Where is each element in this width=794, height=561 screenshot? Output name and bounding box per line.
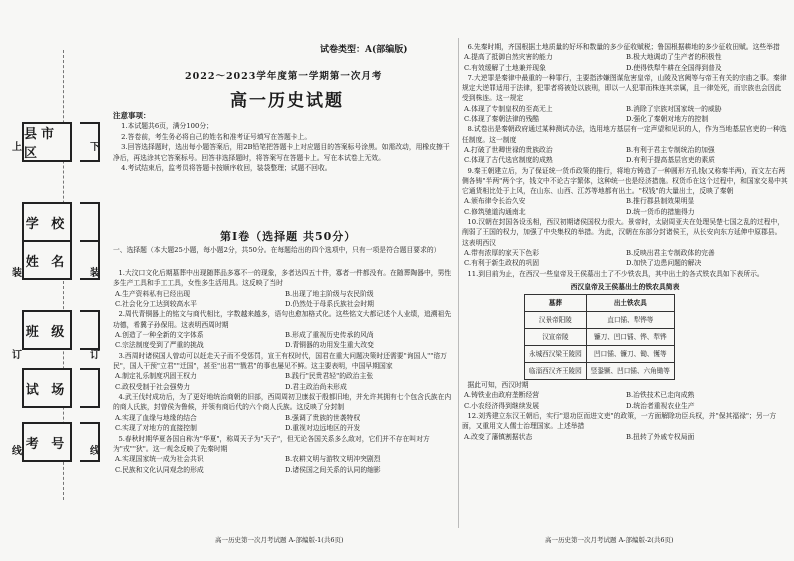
question-stem: 9.秦王朝建立后，为了保证统一货币政策的推行，将地方铸造了一种圆形方孔钱(又称秦半两)，而文左右两侧各铸"半两"两个字，钱文中不论古字繁体，这种统一也是经济措施。权货币在这个过程中，和国家交易中其它通货相比处于上风，在山东、山西、江苏等地都有出土。"权钱"的大量出土，反映了秦朝 [462,166,788,196]
footer-right: 高一历史第一次月考试题 A-部编版-2(共6页) [545,536,674,544]
edge-char: 线 [12,446,22,457]
answer-option: A.带有浓厚的家天下色彩 [464,248,540,257]
table-title: 西汉皇帝及王侯墓出土的铁农具简表 [570,282,680,291]
answer-option: D.有利于提高基层官吏的素质 [626,156,715,165]
answer-option: D.统一货币的措施得力 [626,207,695,216]
question-stem: 8.试卷出是秦朝政府通过某种测试办法，选用地方基层有一定声望和见识的人，作为当地基层官吏的一种选任制度。这一制度 [462,125,787,144]
option-row [462,196,788,206]
answer-option: A.实现了血缘与地缘的结合 [115,413,197,422]
answer-option: B.践行"民贵君轻"的政治主张 [285,372,374,381]
table-cell: 直口锸、犁铧等 [586,312,674,329]
option-row [462,258,788,268]
footer-left: 高一历史第一次月考试题 A-部编版-1(共6页) [215,536,344,544]
notes-list [113,121,455,174]
table-row [525,363,675,380]
note-item: 1.本试题共6页，满分100分； [121,122,213,130]
answer-option: B.农耕文明与游牧文明冲突剧烈 [285,455,381,464]
volume-heading: 第Ⅰ卷（选择题 共50分） [220,230,357,243]
note-item: 3.回答选择题时，选出每小题答案后，用2B铅笔把答题卡上对应题目的答案标号涂黑。如需改动，用橡皮擦干净后，再选涂其它答案标号。回答非选择题时，将答案写在答题卡上。写在本试卷上无效。 [113,143,450,162]
option-row [462,155,788,165]
notes-heading: 注意事项： [113,111,151,120]
field-room[interactable]: 试 场 [22,368,72,408]
field-school[interactable]: 学 校 [22,202,72,242]
question-stem: 1.大汶口文化后期墓葬中出现随葬品多寡不一的现象，多者达四五十件，寡者一件都没有。在随葬陶器中，男性多生产工具和手工工具，女性多生活用具。这反映了当时 [113,269,452,288]
option-row [462,390,788,400]
table-cell: 竖銎镢、凹口锸、六角锄等 [586,363,674,380]
question-stem: 据此可知，西汉时期 [467,381,529,390]
answer-option: A.提高了抵御自然灾害的能力 [464,53,553,62]
option-row [113,371,455,381]
option-row [462,432,788,442]
answer-option: A.实现国家统一成为社会共识 [115,455,204,464]
questions-left [113,268,455,475]
table-row [525,346,675,363]
answer-option: A.颁布律令长治久安 [464,197,526,206]
answer-option: B.反映出君主专制政体的完善 [626,248,715,257]
answer-option: D.统治者重视农业生产 [626,401,695,410]
answer-option: C.小农经济得到继续发展 [464,401,540,410]
table-header: 墓葬 [525,295,587,312]
paper-type: 试卷类型：A(部编版) [320,45,408,55]
option-row [462,145,788,155]
table-row [525,329,675,346]
answer-option: C.有利于新生政权的巩固 [464,259,540,268]
edge-char: 订 [90,350,100,361]
option-row [113,340,455,350]
binding-strip [8,30,103,550]
answer-option: B.推行郡县制效果明显 [626,197,695,206]
edge-char: 线 [90,446,100,457]
answer-option: B.强调了贵族的世袭特权 [285,413,361,422]
option-row [113,465,455,475]
answer-option: D.加快了边患问题的解决 [626,259,702,268]
table-cell: 永城西汉梁王陵园 [525,346,587,363]
note-item: 4.考试结束后，监考员将答题卡按顺序收回，装袋整理；试题不回收。 [121,164,332,173]
table-cell: 凹口锸、镰刀、锄、镬等 [586,346,674,363]
option-row [113,299,455,309]
option-row [462,104,788,114]
answer-option: A.铸铁业由政府垄断经营 [464,391,540,400]
answer-option: B.消除了宗族对国家统一的威胁 [626,104,722,113]
answer-option: D.重视对边远地区的开发 [285,424,361,433]
answer-option: A.体现了专制皇权的至高无上 [464,104,553,113]
edge-char: 上 [12,142,22,153]
question-stem: 5.春秋时期华夏各国自称为"华夏"，称周天子为"天子"，但无论各国关系多么敌对，它们并不存在叫对方为"戎""狄"。这一观念反映了先秦时期 [113,434,430,453]
answer-option: A.创造了一种全新的文字体系 [115,331,204,340]
answer-option: A.改变了藩镇割据状态 [464,432,533,441]
answer-option: D.诸侯国之间关系的认同的缩影 [285,465,381,474]
answer-option: D.仍然处于母系氏族社会时期 [285,300,374,309]
answer-option: B.扭转了外戚专权局面 [626,432,695,441]
edge-char: 装 [12,268,22,279]
question-stem: 4.武王伐纣成功后，为了更好地统治商朝的旧部，西周周初卫康叔于殷都旧地，并允许其拥有七个包含氏族在内的商人氏族，封曾侯为鲁候，并领有商后代的六个商人氏族。这反映了分封制 [113,393,452,412]
option-row [462,63,788,73]
answer-option: A.打破了世卿世禄的贵族政治 [464,145,553,154]
option-row [462,248,788,258]
answer-option: B.出现了地主阶级与农民阶级 [285,289,374,298]
answer-option: C.政权受制于社会强势力 [115,382,191,391]
question-stem: 10.汉朝在封国各设丞相，西汉初期诸侯国权力很大。景帝时，太尉周亚夫在处理吴楚七国之乱的过程中，削弱了王国的权力，加强了中央集权的举措。为此，汉朝在东部分封诸侯王，从长安向东方延伸中原郡县。这表明西汉 [462,218,785,247]
field-class[interactable]: 班 级 [22,310,72,350]
option-row [113,454,455,464]
table-cell: 临淄西汉齐王陵园 [525,363,587,380]
answer-option: C.体现了古代选官制度的成熟 [464,156,553,165]
edge-char: 下 [90,142,100,153]
answer-option: C.实现了对地方的直接控制 [115,424,197,433]
edge-char: 订 [12,350,22,361]
answer-option: C.修筑驰道沟通南北 [464,207,526,216]
option-row [113,423,455,433]
iron-tools-table [524,294,675,380]
question-stem: 11.到目前为止，在西汉一些皇帝及王侯墓出土了不少铁农具，其中出土的各式铁农具如下表所示。 [467,269,764,278]
option-row [462,207,788,217]
option-row [462,52,788,62]
answer-option: D.君主政治尚未形成 [285,382,347,391]
answer-option: B.有利于君主专制统治的加强 [626,145,715,154]
answer-option: A.生产资料私有已经出现 [115,289,191,298]
edge-char: 装 [90,268,100,279]
option-row [113,413,455,423]
questions-right [462,42,788,442]
answer-option: C.社会化分工达到较高水平 [115,300,197,309]
note-item: 2.答卷前，考生务必将自己的姓名和准考证号填写在答题卡上。 [121,132,312,141]
section-instructions: 一、选择题（本大题25小题，每小题2分，共50分。在每题给出的四个选项中，只有一项是符合题目要求的） [113,246,441,254]
option-row [462,401,788,411]
answer-option: B.极大地调动了生产者的积极性 [626,53,722,62]
table-row [525,312,675,329]
answer-option: C.宗法制度受到了严重的挑战 [115,341,204,350]
option-row [113,382,455,392]
table-cell: 汉景帝阳陵 [525,312,587,329]
answer-option: D.使得铁犁牛耕在全国得到普及 [626,63,722,72]
option-row [113,289,455,299]
answer-option: B.形成了重视历史传承的风尚 [285,331,374,340]
exam-title: 高一历史试题 [230,91,344,111]
option-row [113,330,455,340]
table-cell: 汉宣帝陵 [525,329,587,346]
exam-subtitle: 2022～2023学年度第一学期第一次月考 [185,71,383,82]
question-stem: 2.周代青铜器上的铭文与商代相比，字数越来越多，语句也愈加格式化。这些铭文大都记述个人业绩，追溯祖先功德，希冀子孙保用。这表明西周时期 [113,310,452,329]
field-exam-number[interactable]: 考 号 [22,422,72,462]
answer-option: C.有效缓解了土地兼并现象 [464,63,546,72]
answer-option: D.强化了秦朝对地方的控制 [626,115,709,124]
table-header: 出土铁农具 [586,295,674,312]
answer-option: D.青铜器的功用发生重大改变 [285,341,374,350]
option-row [462,114,788,124]
answer-option: C.民族和文化认同观念的形成 [115,465,204,474]
field-county[interactable]: 县市区 [22,122,72,162]
answer-option: C.体现了秦朝法律的残酷 [464,115,540,124]
table-cell: 镰刀、凹口锸、铧、犁铧 [586,329,674,346]
field-name[interactable]: 姓 名 [22,240,72,280]
question-stem: 3.西周时诸侯国人曾动可以赶走天子而不受惩罚，宣王有权时代，国君在重大问题决策时还需要"询国人""谘万民"，国人干预"立君""迁国"，甚至"出君""戮君"的事也屡见不鲜。这主要表明，中国早期国家 [113,351,447,371]
question-stem: 7.大逆罪是秦律中最重的一种罪行，主要指涉嫌图谋危害皇帝，山陵及宫阙等与帝王有关的宗庙之事。秦律规定大逆罪适用于法律，犯罪者将被处以族刑，即以一人犯罪而株连其亲属，且一律处死，而宗族也会因此受到株连。这一规定 [462,73,787,103]
answer-option: A.制定礼乐制度巩固王权力 [115,372,197,381]
question-stem: 12.刘秀建立东汉王朝后，实行"退功臣而进文吏"的政策，一方面解除功臣兵权，并"保其福禄"；另一方面，又重用文人儒士治理国家。上述举措 [462,412,777,431]
question-stem: 6.先秦时期，齐国根据土地质量的好坏和数量的多少征收赋税；鲁国根据耕地的多少征收田赋。这些举措 [467,43,780,51]
answer-option: B.冶铁技术已走向成熟 [626,391,695,400]
column-divider [458,38,459,528]
